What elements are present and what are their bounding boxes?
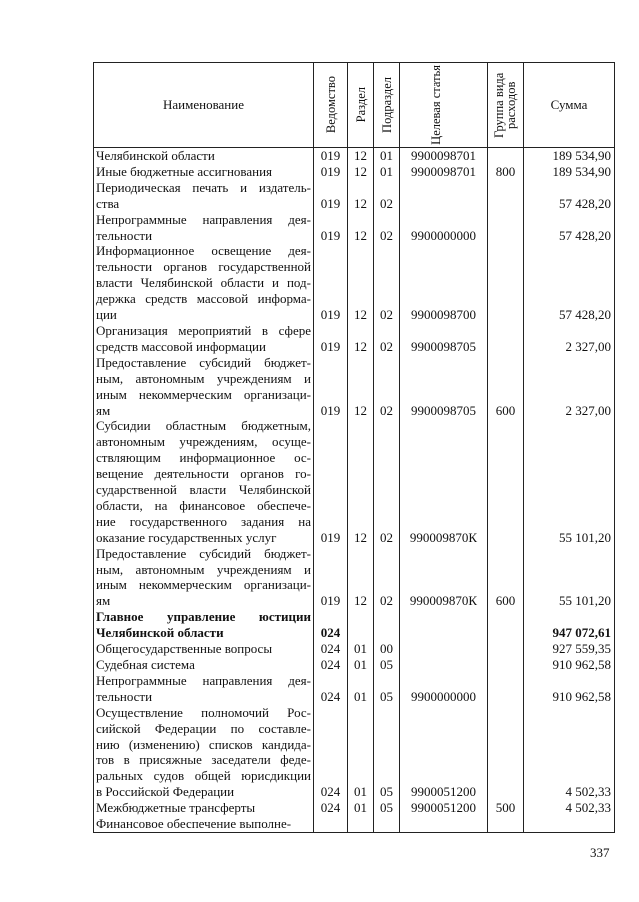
row-name-line: ние государственного задания на	[96, 513, 311, 529]
row-article: 990009870К	[400, 418, 488, 545]
row-article: 9900098700	[400, 243, 488, 323]
row-name	[94, 800, 314, 816]
header-section	[348, 63, 374, 148]
row-sum: 57 428,20	[524, 212, 615, 244]
row-group	[488, 657, 524, 673]
header-dept-label: Ведомство	[323, 76, 338, 134]
row-section: 12	[348, 418, 374, 545]
row-name-line: сийской Федерации по составле-	[96, 720, 311, 736]
row-name	[94, 705, 314, 800]
table-row	[94, 148, 615, 164]
table-row	[94, 816, 615, 832]
row-article: 9900098705	[400, 323, 488, 355]
row-subsection	[374, 609, 400, 641]
row-name-line: Межбюджетные трансферты	[96, 800, 256, 816]
row-sum: 2 327,00	[524, 355, 615, 419]
row-name-line: Иные бюджетные ассигнования	[96, 163, 273, 179]
row-group	[488, 243, 524, 323]
header-group-label: Группа вида расходов	[491, 72, 518, 138]
row-dept: 019	[314, 180, 348, 212]
row-name-line: ям	[96, 593, 111, 609]
table-row	[94, 418, 615, 545]
row-article: 9900098701	[400, 164, 488, 180]
row-article: 9900051200	[400, 705, 488, 800]
row-sum: 55 101,20	[524, 546, 615, 610]
table-row	[94, 609, 615, 641]
header-name: Наименование	[94, 63, 314, 148]
row-group	[488, 148, 524, 164]
row-dept: 019	[314, 164, 348, 180]
row-name-line: Периодическая печать и издатель-	[96, 179, 311, 195]
row-dept: 019	[314, 323, 348, 355]
row-name	[94, 355, 314, 419]
row-group	[488, 180, 524, 212]
row-section: 12	[348, 546, 374, 610]
header-row	[94, 63, 615, 148]
row-group: 600	[488, 546, 524, 610]
row-dept: 024	[314, 657, 348, 673]
row-sum: 55 101,20	[524, 418, 615, 545]
header-subsection-label: Подраздел	[379, 77, 394, 133]
row-name	[94, 657, 314, 673]
header-sum: Сумма	[524, 63, 615, 148]
row-dept: 019	[314, 148, 348, 164]
row-subsection: 02	[374, 355, 400, 419]
row-article: 9900098705	[400, 355, 488, 419]
row-article: 9900000000	[400, 212, 488, 244]
header-article-label: Целевая статья	[428, 65, 443, 145]
row-name-line: ям	[96, 402, 111, 418]
header-subsection	[374, 63, 400, 148]
row-name	[94, 418, 314, 545]
table-row	[94, 800, 615, 816]
row-group	[488, 816, 524, 832]
row-subsection: 00	[374, 641, 400, 657]
table-row	[94, 323, 615, 355]
row-name-line: Организация мероприятий в сфере	[96, 322, 311, 338]
row-sum: 4 502,33	[524, 800, 615, 816]
row-name-line: тельности органов государственной	[96, 259, 311, 275]
row-article	[400, 180, 488, 212]
row-name-line: нию (изменению) списков кандида-	[96, 736, 311, 752]
row-section: 12	[348, 243, 374, 323]
row-name	[94, 546, 314, 610]
row-group	[488, 212, 524, 244]
row-article	[400, 657, 488, 673]
row-name-line: тельности	[96, 227, 153, 243]
row-name-line: вещение деятельности органов го-	[96, 466, 311, 482]
row-name-line: Челябинской области	[96, 625, 224, 641]
row-subsection: 02	[374, 546, 400, 610]
row-sum: 57 428,20	[524, 180, 615, 212]
row-section: 12	[348, 164, 374, 180]
row-section: 12	[348, 148, 374, 164]
row-article: 9900098701	[400, 148, 488, 164]
row-dept: 019	[314, 212, 348, 244]
row-subsection: 01	[374, 164, 400, 180]
row-name-line: ральных судов общей юрисдикции	[96, 768, 311, 784]
row-name-line: ции	[96, 307, 117, 323]
row-name	[94, 641, 314, 657]
row-sum: 910 962,58	[524, 673, 615, 705]
table-row	[94, 657, 615, 673]
row-dept: 024	[314, 705, 348, 800]
row-group	[488, 705, 524, 800]
row-sum: 189 534,90	[524, 148, 615, 164]
row-subsection: 05	[374, 673, 400, 705]
row-name-line: Непрограммные направления дея-	[96, 672, 311, 688]
row-article	[400, 816, 488, 832]
row-group	[488, 418, 524, 545]
row-name-line: средств массовой информации	[96, 338, 266, 354]
row-name	[94, 609, 314, 641]
row-name-line: Непрограммные направления дея-	[96, 211, 311, 227]
row-sum: 927 559,35	[524, 641, 615, 657]
row-section: 01	[348, 705, 374, 800]
row-article	[400, 641, 488, 657]
table-row	[94, 355, 615, 419]
row-article: 9900000000	[400, 673, 488, 705]
row-group: 800	[488, 164, 524, 180]
row-name-line: сударственной власти Челябинской	[96, 482, 311, 498]
table-body	[94, 148, 615, 833]
row-subsection: 02	[374, 212, 400, 244]
table-row	[94, 673, 615, 705]
row-sum: 57 428,20	[524, 243, 615, 323]
page-number: 337	[590, 845, 610, 860]
row-name-line: в Российской Федерации	[96, 784, 235, 800]
header-article	[400, 63, 488, 148]
header-group	[488, 63, 524, 148]
row-dept: 019	[314, 355, 348, 419]
row-sum: 910 962,58	[524, 657, 615, 673]
row-name-line: Общегосударственные вопросы	[96, 641, 273, 657]
row-dept: 019	[314, 243, 348, 323]
row-name-line: тов в присяжные заседатели феде-	[96, 752, 311, 768]
table-row	[94, 212, 615, 244]
row-dept: 024	[314, 609, 348, 641]
row-name-line: власти Челябинской области и под-	[96, 275, 311, 291]
row-subsection: 05	[374, 705, 400, 800]
table-row	[94, 180, 615, 212]
row-section	[348, 816, 374, 832]
row-dept	[314, 816, 348, 832]
row-group: 500	[488, 800, 524, 816]
row-subsection: 05	[374, 657, 400, 673]
row-dept: 024	[314, 641, 348, 657]
row-dept: 024	[314, 800, 348, 816]
row-name-line: Субсидии областным бюджетным,	[96, 418, 311, 434]
table-row	[94, 705, 615, 800]
row-name-line: Финансовое обеспечение выполне-	[96, 816, 292, 832]
row-name-line: Главное управление юстиции	[96, 609, 311, 625]
row-name	[94, 816, 314, 832]
row-name-line: ным, автономным учреждениям и	[96, 370, 311, 386]
row-name-line: Предоставление субсидий бюджет-	[96, 354, 311, 370]
row-name-line: тельности	[96, 688, 153, 704]
row-group	[488, 609, 524, 641]
row-subsection: 05	[374, 800, 400, 816]
row-subsection: 02	[374, 243, 400, 323]
row-name-line: держка средств массовой информа-	[96, 291, 311, 307]
row-section: 12	[348, 323, 374, 355]
row-group	[488, 641, 524, 657]
row-group: 600	[488, 355, 524, 419]
table-row	[94, 641, 615, 657]
row-section: 12	[348, 355, 374, 419]
row-section: 01	[348, 673, 374, 705]
row-name-line: Информационное освещение дея-	[96, 243, 311, 259]
row-dept: 019	[314, 546, 348, 610]
row-article: 9900051200	[400, 800, 488, 816]
header-section-label: Раздел	[353, 87, 368, 123]
table-row	[94, 243, 615, 323]
budget-table	[93, 62, 615, 833]
row-name-line: оказание государственных услуг	[96, 529, 277, 545]
row-subsection: 01	[374, 148, 400, 164]
row-name-line: иным некоммерческим организаци-	[96, 386, 311, 402]
row-group	[488, 323, 524, 355]
row-name	[94, 164, 314, 180]
row-article	[400, 609, 488, 641]
table-row	[94, 546, 615, 610]
row-name-line: Судебная система	[96, 657, 195, 672]
row-name-line: автономным учреждениям, осуще-	[96, 434, 311, 450]
table-row	[94, 164, 615, 180]
row-section: 01	[348, 657, 374, 673]
row-article: 990009870К	[400, 546, 488, 610]
row-name-line: области, на финансовое обеспече-	[96, 497, 311, 513]
row-name	[94, 212, 314, 244]
row-dept: 019	[314, 418, 348, 545]
row-section: 01	[348, 641, 374, 657]
row-group	[488, 673, 524, 705]
row-sum: 947 072,61	[524, 609, 615, 641]
row-name	[94, 243, 314, 323]
row-subsection: 02	[374, 323, 400, 355]
row-name	[94, 148, 314, 164]
row-name-line: ным, автономным учреждениям и	[96, 561, 311, 577]
row-section: 12	[348, 180, 374, 212]
header-dept	[314, 63, 348, 148]
row-name	[94, 673, 314, 705]
row-subsection: 02	[374, 180, 400, 212]
row-name-line: иным некоммерческим организаци-	[96, 577, 311, 593]
row-name	[94, 323, 314, 355]
row-subsection: 02	[374, 418, 400, 545]
row-name	[94, 180, 314, 212]
row-name-line: ства	[96, 195, 120, 211]
row-sum: 2 327,00	[524, 323, 615, 355]
row-dept: 024	[314, 673, 348, 705]
row-section: 01	[348, 800, 374, 816]
row-sum: 4 502,33	[524, 705, 615, 800]
row-subsection	[374, 816, 400, 832]
row-name-line: Предоставление субсидий бюджет-	[96, 545, 311, 561]
row-section	[348, 609, 374, 641]
row-section: 12	[348, 212, 374, 244]
row-name-line: Осуществление полномочий Рос-	[96, 704, 311, 720]
row-name-line: ствляющим информационное ос-	[96, 450, 311, 466]
row-sum: 189 534,90	[524, 164, 615, 180]
row-sum	[524, 816, 615, 832]
row-name-line: Челябинской области	[96, 148, 215, 163]
